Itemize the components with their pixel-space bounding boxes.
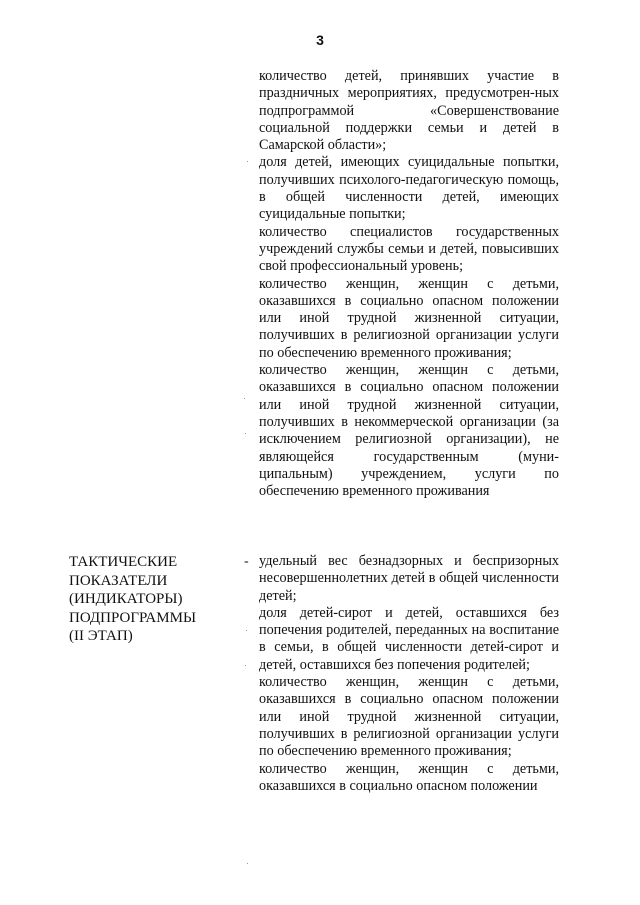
row-dash: - <box>244 554 249 569</box>
section-label-line: ТАКТИЧЕСКИЕ <box>69 554 178 570</box>
section-label-line: (II ЭТАП) <box>69 628 133 644</box>
indicator-paragraph: удельный вес безнадзорных и беспризорных несовершеннолетних детей в общей численности детей; <box>259 553 559 604</box>
scan-speck: · <box>246 156 249 166</box>
scan-speck: · <box>243 393 246 403</box>
indicator-paragraph: количество женщин, женщин с детьми, оказавшихся в социально опасном положении или иной трудной жизненной ситуации, получивших в некоммерческой организации (за исключением религиозной организации), не являющейся государственным (муни-ципальным) учреждением, услуги по обеспечению временного проживания <box>259 362 559 500</box>
section-label-line: ПОКАЗАТЕЛИ <box>69 572 168 589</box>
indicator-paragraph: количество женщин, женщин с детьми, оказавшихся в социально опасном положении <box>259 760 559 794</box>
section-label-line: (ИНДИКАТОРЫ) <box>69 591 183 607</box>
indicator-paragraph: количество специалистов государственных учреждений службы семьи и детей, повысивших свой профессиональный уровень; <box>259 223 559 275</box>
indicators-continued-list <box>259 68 559 500</box>
indicator-paragraph: доля детей, имеющих суицидальные попытки, получивших психолого-педагогическую помощь, в общей численности детей, имеющих суицидальные попытки; <box>259 154 559 223</box>
tactical-indicators-list <box>259 553 559 795</box>
section-label <box>69 553 229 646</box>
scan-speck: · <box>244 428 247 438</box>
indicator-paragraph: количество женщин, женщин с детьми, оказавшихся в социально опасном положении или иной трудной жизненной ситуации, получивших в религиозной организации услуги по обеспечению временного проживания; <box>259 674 559 760</box>
scan-speck: · <box>245 625 248 635</box>
scan-speck: · <box>244 660 247 670</box>
indicator-paragraph: количество детей, принявших участие в праздничных мероприятиях, предусмотрен-ных подпрограммой «Совершенствование социальной поддержки семьи и детей в Самарской области»; <box>259 68 559 154</box>
section-label-line: ПОДПРОГРАММЫ <box>69 609 197 626</box>
page-number: 3 <box>316 32 324 48</box>
indicator-paragraph: доля детей-сирот и детей, оставшихся без попечения родителей, переданных на воспитание в семьи, в общей численности детей-сирот и детей, оставшихся без попечения родителей; <box>259 604 559 673</box>
scan-speck: · <box>246 858 249 868</box>
indicator-paragraph: количество женщин, женщин с детьми, оказавшихся в социально опасном положении или иной трудной жизненной ситуации, получивших в религиозной организации услуги по обеспечению временного проживания; <box>259 275 559 361</box>
